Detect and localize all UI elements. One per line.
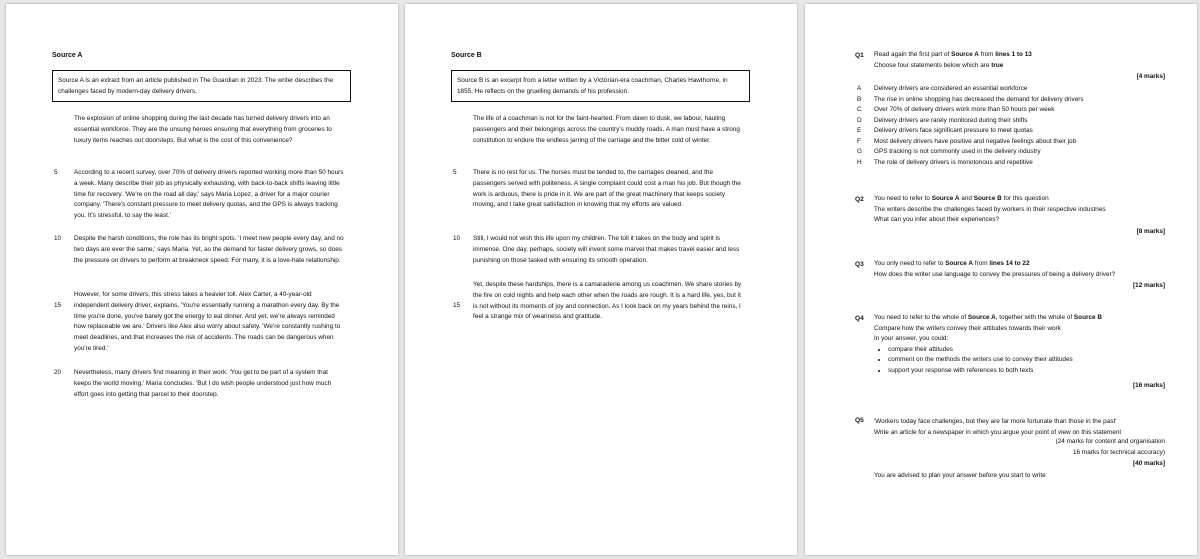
- q1-number: Q1: [855, 52, 864, 59]
- line-number: 5: [453, 169, 457, 176]
- q3-marks: [12 marks]: [1133, 282, 1165, 289]
- option-letter: E: [857, 127, 862, 134]
- option-text: The role of delivery drivers is monotonous and repetitive: [874, 158, 1033, 166]
- option-text: The rise in online shopping has decreased the demand for delivery drivers: [874, 95, 1084, 103]
- option-letter: D: [857, 116, 862, 124]
- line-number: 15: [54, 302, 62, 309]
- q5-marks-content: (24 marks for content and organisation: [1055, 438, 1165, 445]
- option-letter: C: [857, 106, 862, 113]
- q4-bullet: • compare their attitudes: [888, 345, 1174, 356]
- q5-number: Q5: [855, 417, 864, 424]
- line-number: 5: [54, 169, 58, 176]
- q3-number: Q3: [855, 261, 864, 268]
- source-b-paragraph-4: Yet, despite these hardships, there is a camaraderie among us coachmen. We share stories by the fire on cold nights and help each other when the roads are rough. It is a hard life, yes, but it is not without its moments of joy and connection. As I look back on my years behind the reins, I feel a strange mix of weariness and gratitude.: [473, 281, 742, 321]
- option-letter: B: [857, 95, 862, 103]
- source-a-intro: Source A is an extract from an article published in The Guardian in 2023. The writer describes the challenges faced by modern-day delivery drivers.: [52, 70, 351, 102]
- source-a-paragraph-5: Nevertheless, many drivers find meaning in their work. 'You get to be part of a system that keeps the world moving,' Maria concludes. 'But I do wish people understood just how much effort goes into getting that parcel to their doorstep.: [74, 369, 332, 398]
- q5-marks: [40 marks]: [1133, 460, 1165, 467]
- option-text: Most delivery drivers have positive and negative feelings about their job: [874, 137, 1077, 145]
- page-source-b: [405, 4, 797, 555]
- option-text: Over 70% of delivery drivers work more than 50 hours per week: [874, 106, 1055, 113]
- source-a-heading: Source A: [52, 52, 83, 59]
- q4-number: Q4: [855, 315, 864, 322]
- source-a-paragraph-1: The explosion of online shopping during the last decade has turned delivery drivers into an essential workforce. They are the unsung heroes ensuring that everything from groceries to luxury items reaches our doorsteps. But what is the cost of this convenience?: [74, 115, 332, 144]
- source-b-paragraph-1: The life of a coachman is not for the faint-hearted. From dawn to dusk, we labour, hauling passengers and their belongings across the country's muddy roads. A man must have a strong constitution to endure the endless jarring of the carriage and the bitter cold of winter.: [473, 115, 740, 144]
- source-a-paragraph-2: According to a recent survey, over 70% of delivery drivers reported working more than 50 hours a week. Many describe their job as physically exhausting, with back-to-back shifts leaving little time for recovery. 'We're on the road all day,' says Maria Lopez, a driver for a major courier company. 'There's constant pressure to meet delivery quotas, and the GPS is always tracking you. It's stressful, to say the least.': [74, 169, 344, 220]
- line-number: 20: [54, 369, 62, 376]
- q4-prompt: You need to refer to the whole of Source A, together with the whole of Source B Compare how the writers convey their attitudes towards their work In your answer, you could: • compare their attitudes • comment on the methods the writers use to convey their attitudes • support your response with references to both texts: [874, 313, 1174, 377]
- q4-bullet: • support your response with references to both texts: [888, 366, 1174, 377]
- q2-marks: [8 marks]: [1136, 228, 1165, 235]
- q2-prompt: You need to refer to Source A and Source B for this question The writers describe the challenges faced by workers in their respective industries What can you infer about their experiences?: [874, 195, 1106, 224]
- q4-bullet: • comment on the methods the writers use to convey their attitudes: [888, 355, 1174, 366]
- option-text: Delivery drivers face significant pressure to meet quotas: [874, 127, 1033, 134]
- option-text: GPS tracking is not commonly used in the delivery industry: [874, 148, 1041, 155]
- q5-prompt: 'Workers today face challenges, but they are far more fortunate than those in the past' Write an article for a newspaper in which you argue your point of view on this statement: [874, 418, 1122, 436]
- option-letter: G: [857, 148, 862, 155]
- source-a-paragraph-3: Despite the harsh conditions, the role has its bright spots. 'I meet new people every day, and no two days are ever the same,' says Maria. Yet, as the demand for faster delivery grows, so does the pressure on drivers to perform at breakneck speed. For many, it is a love-hate relationship.: [74, 235, 344, 264]
- source-b-heading: Source B: [451, 52, 482, 59]
- option-text: Delivery drivers are rarely monitored during their shifts: [874, 116, 1028, 124]
- source-b-intro: Source B is an excerpt from a letter written by a Victorian-era coachman, Charles Hawthorne, in 1855. He reflects on the gruelling demands of his profession.: [451, 70, 750, 102]
- q4-bullet-list: [874, 345, 1174, 377]
- line-number: 10: [54, 235, 62, 242]
- source-b-paragraph-2: There is no rest for us. The horses must be tended to, the carriages cleaned, and the passengers served with politeness. A single complaint could cost a man his job. But though the work is arduous, there is pride in it. We are part of the great machinery that keeps society moving, and I take great satisfaction in knowing that my efforts are valued.: [473, 169, 741, 209]
- page-source-a: [6, 4, 398, 555]
- q4-marks: [16 marks]: [1133, 382, 1165, 389]
- option-text: Delivery drivers are considered an essential workforce: [874, 85, 1028, 92]
- option-letter: F: [857, 137, 861, 145]
- page-questions: [805, 4, 1197, 555]
- source-a-paragraph-4: However, for some drivers, this stress takes a heavier toll. Alex Carter, a 40-year-old independent delivery driver, explains, 'You're essentially running a marathon every day. By the time you're done, you've barely got the energy to eat dinner. And yet, we're always reminded how replaceable we are.' Drivers like Alex also worry about safety. 'We're constantly rushing to meet deadlines, and that increases the risk of accidents. The roads can be dangerous when you're tired.': [74, 291, 341, 352]
- line-number: 10: [453, 235, 461, 242]
- option-letter: H: [857, 158, 862, 166]
- q2-number: Q2: [855, 196, 864, 203]
- q3-prompt: You only need to refer to Source A from lines 14 to 22 How does the writer use language to convey the pressures of being a delivery driver?: [874, 260, 1116, 278]
- q1-prompt: Read again the first part of Source A from lines 1 to 13 Choose four statements below which are true: [874, 51, 1032, 69]
- q1-marks: [4 marks]: [1136, 73, 1165, 80]
- q5-advice: You are advised to plan your answer before you start to write: [874, 472, 1046, 479]
- q5-marks-accuracy: 16 marks for technical accuracy): [1073, 449, 1165, 456]
- option-letter: A: [857, 85, 862, 92]
- line-number: 15: [453, 302, 461, 309]
- source-b-paragraph-3: Still, I would not wish this life upon my children. The toll it takes on the body and spirit is immense. One day, perhaps, society will invent some marvel that makes travel easier and less punishing on those tasked with ensuring its smooth operation.: [473, 235, 740, 264]
